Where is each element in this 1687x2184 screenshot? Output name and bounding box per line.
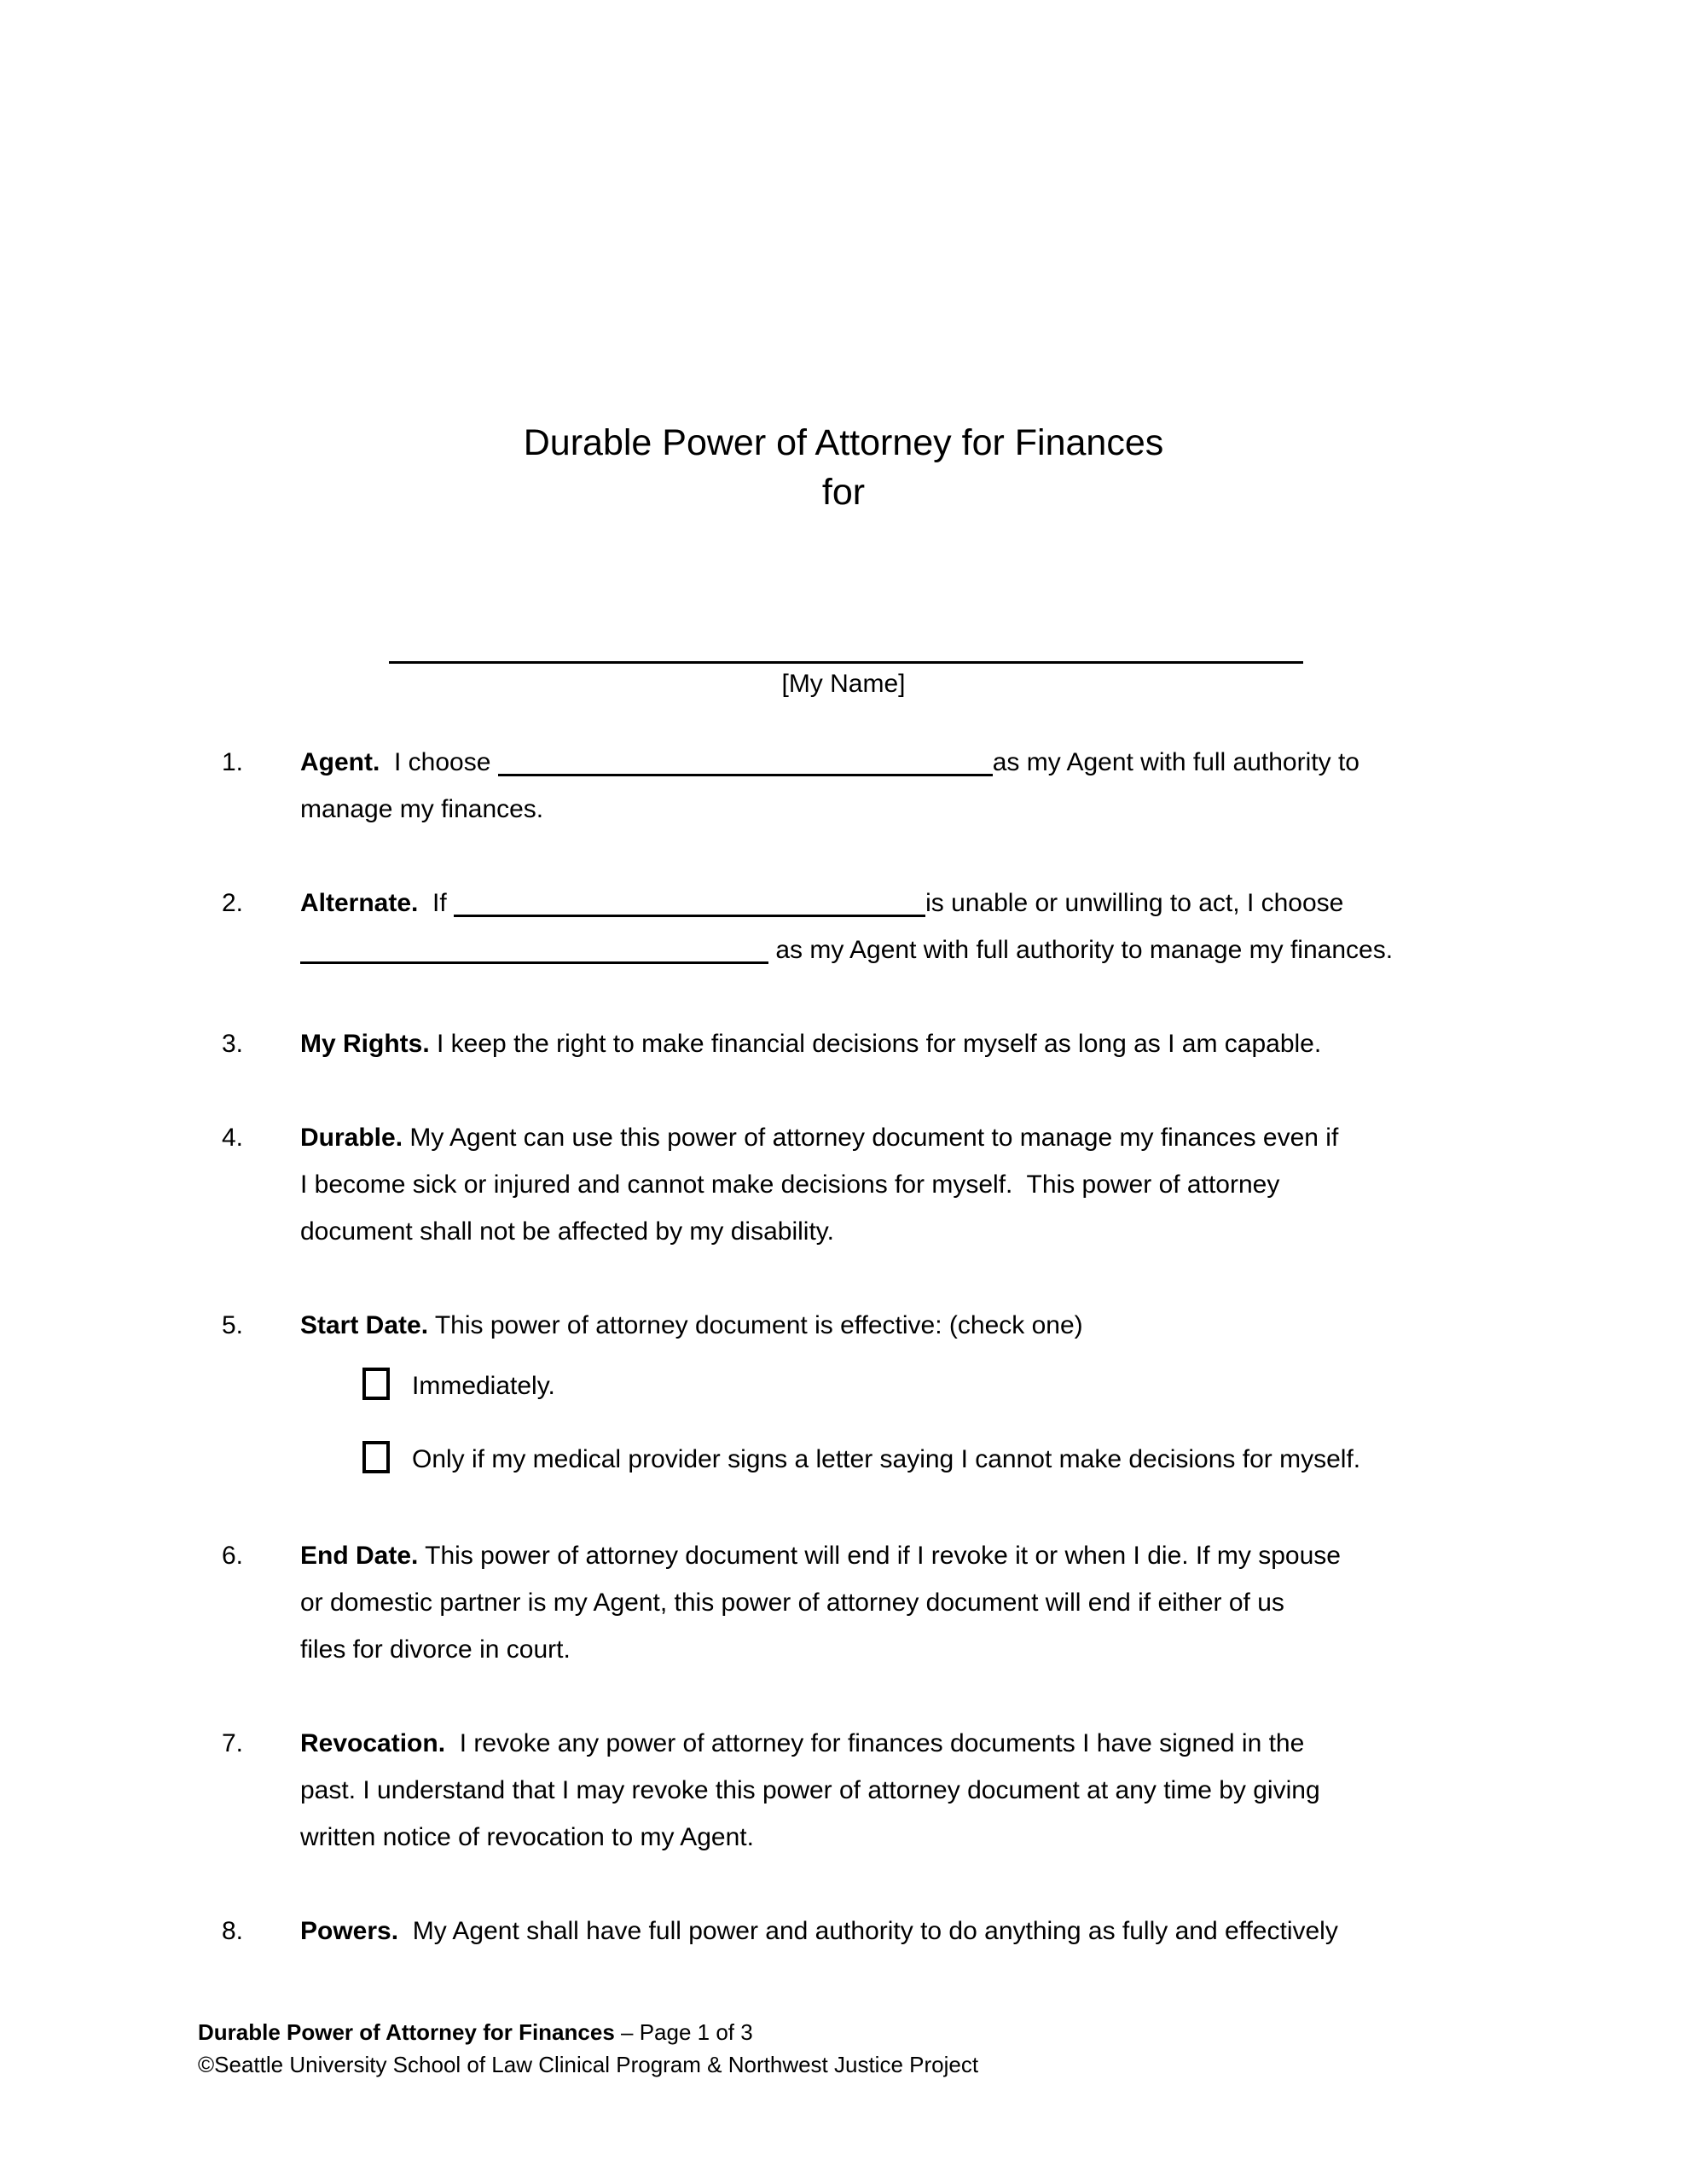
item-number: 3.	[222, 1030, 244, 1058]
document-title-text: Durable Power of Attorney for Finances	[523, 422, 1164, 463]
item-number: 8.	[222, 1917, 244, 1945]
footer-copyright: ©Seattle University School of Law Clinical Program & Northwest Justice Project	[198, 2052, 979, 2077]
item-term: Start Date.	[300, 1311, 429, 1339]
item-revocation-body	[300, 1720, 1537, 1861]
item-term: Durable.	[300, 1124, 403, 1152]
item-alternate-body	[300, 880, 1537, 973]
revocation-text-line2: past. I understand that I may revoke this power of attorney document at any time by giving	[300, 1776, 1320, 1804]
medical-letter-checkbox[interactable]	[362, 1441, 390, 1473]
medical-letter-label: Only if my medical provider signs a letter saying I cannot make decisions for myself.	[412, 1445, 1361, 1473]
immediately-label: Immediately.	[412, 1372, 555, 1400]
durable-text-line2: I become sick or injured and cannot make decisions for myself. This power of attorney	[300, 1170, 1280, 1199]
revocation-text-line1: I revoke any power of attorney for finances documents I have signed in the	[445, 1729, 1305, 1757]
my-rights-text: I keep the right to make financial decisions for myself as long as I am capable.	[429, 1030, 1322, 1058]
item-agent-body	[300, 739, 1537, 833]
start-date-option-immediately	[362, 1361, 1537, 1412]
item-term: Revocation.	[300, 1729, 446, 1757]
agent-text-after-blank: as my Agent with full authority to	[992, 748, 1359, 776]
document-title-for: for	[821, 472, 866, 513]
start-date-text: This power of attorney document is effective: (check one)	[428, 1311, 1083, 1339]
item-durable-body	[300, 1114, 1537, 1255]
item-agent	[0, 739, 1687, 833]
item-term: End Date.	[300, 1542, 419, 1570]
alternate-second-name-blank[interactable]	[300, 960, 768, 964]
durable-text-line3: document shall not be affected by my disability.	[300, 1217, 834, 1246]
item-term: My Rights.	[300, 1030, 430, 1058]
page-footer	[198, 2016, 978, 2081]
alternate-text-line2: as my Agent with full authority to manage my finances.	[768, 936, 1394, 964]
item-number: 1.	[222, 748, 244, 776]
immediately-checkbox[interactable]	[362, 1368, 390, 1400]
durable-text-line1: My Agent can use this power of attorney document to manage my finances even if	[403, 1124, 1339, 1152]
item-powers	[0, 1908, 1687, 1955]
item-start-date	[0, 1302, 1687, 1485]
item-durable	[0, 1114, 1687, 1255]
item-number: 4.	[222, 1124, 244, 1152]
alternate-text-before-blank: If	[418, 889, 455, 917]
item-my-rights	[0, 1020, 1687, 1067]
item-revocation	[0, 1720, 1687, 1861]
end-date-text-line1: This power of attorney document will end if I revoke it or when I die. If my spouse	[418, 1542, 1341, 1570]
start-date-option-medical-letter	[362, 1434, 1537, 1485]
item-alternate	[0, 880, 1687, 973]
footer-doc-title: Durable Power of Attorney for Finances	[198, 2019, 615, 2045]
footer-line1	[198, 2016, 978, 2048]
item-end-date-body	[300, 1532, 1537, 1673]
clause-list	[0, 739, 1687, 1955]
item-end-date	[0, 1532, 1687, 1673]
item-number: 2.	[222, 889, 244, 917]
end-date-text-line3: files for divorce in court.	[300, 1635, 571, 1664]
end-date-text-line2: or domestic partner is my Agent, this power of attorney document will end if either of us	[300, 1589, 1284, 1617]
item-term: Powers.	[300, 1917, 399, 1945]
alternate-text-after-blank: is unable or unwilling to act, I choose	[925, 889, 1344, 917]
powers-text: My Agent shall have full power and authority to do anything as fully and effectively	[398, 1917, 1338, 1945]
agent-text-line2: manage my finances.	[300, 795, 544, 823]
document-title	[0, 0, 1687, 517]
item-term: Agent.	[300, 748, 380, 776]
revocation-text-line3: written notice of revocation to my Agent.	[300, 1823, 754, 1851]
item-number: 5.	[222, 1311, 244, 1339]
item-powers-body	[300, 1908, 1537, 1955]
my-name-blank-line[interactable]	[389, 661, 1303, 664]
item-number: 6.	[222, 1542, 244, 1570]
item-my-rights-body	[300, 1020, 1537, 1067]
alternate-first-name-blank[interactable]	[454, 913, 925, 917]
agent-name-blank[interactable]	[498, 772, 993, 776]
agent-text-before-blank: I choose	[380, 748, 498, 776]
item-start-date-body	[300, 1302, 1537, 1485]
item-number: 7.	[222, 1729, 244, 1757]
footer-page-info: – Page 1 of 3	[614, 2019, 753, 2045]
my-name-label: [My Name]	[781, 670, 906, 698]
item-term: Alternate.	[300, 889, 419, 917]
